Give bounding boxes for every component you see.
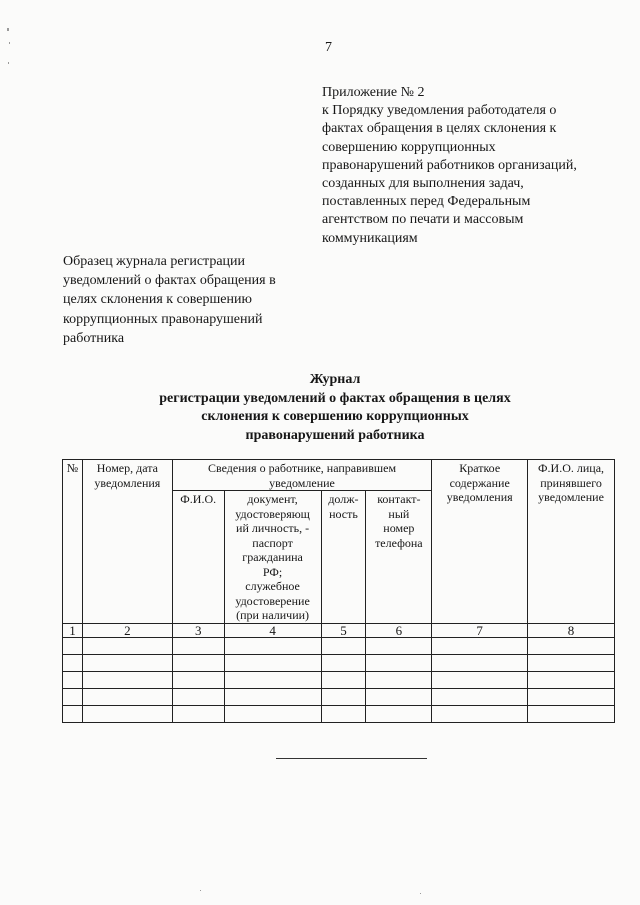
table-cell (63, 654, 83, 671)
journal-title-line: Журнал (309, 372, 361, 387)
scan-mark (200, 890, 201, 891)
header-cell-num (63, 460, 83, 624)
column-number-row (63, 623, 615, 637)
appendix-line: Приложение № 2 (322, 85, 425, 100)
column-number-cell: 6 (366, 623, 432, 637)
column-number-cell: 3 (172, 623, 224, 637)
table-cell (321, 637, 366, 654)
table-cell (63, 688, 83, 705)
journal-title-line: правонарушений работника (245, 427, 425, 443)
sample-caption-line: уведомлений о фактах обращения в (63, 273, 276, 289)
table-cell (172, 705, 224, 722)
header-cell-phone (366, 491, 432, 624)
header-text-line: Ф.И.О. (180, 492, 217, 506)
column-number-cell: 2 (82, 623, 172, 637)
header-text-line: ность (329, 506, 358, 521)
table-cell (432, 671, 528, 688)
journal-title-line: регистрации уведомлений о фактах обращения в целях (159, 390, 511, 406)
column-number-cell: 7 (432, 623, 528, 637)
empty-rows (63, 637, 615, 722)
header-text-line: удостоверяющ (235, 506, 310, 521)
table-cell (82, 688, 172, 705)
table-cell (432, 654, 528, 671)
header-text-line: уведомление (538, 490, 604, 504)
table-cell (366, 637, 432, 654)
sample-caption-line: коррупционных правонарушений (63, 311, 263, 327)
table-cell (528, 654, 615, 671)
table-cell (172, 671, 224, 688)
table-cell (224, 671, 321, 688)
header-text-line: уведомление (269, 475, 335, 490)
header-text-line: гражданина (242, 550, 303, 564)
table-cell (224, 637, 321, 654)
header-text-line: долж- (328, 492, 359, 506)
table-cell (172, 688, 224, 705)
table-cell (321, 654, 366, 671)
table-row (63, 671, 615, 688)
table-row (63, 688, 615, 705)
table-cell (63, 671, 83, 688)
header-text-line: уведомления (94, 475, 161, 490)
table-cell (321, 705, 366, 722)
header-cell-document (224, 491, 321, 624)
header-text-line: содержание (449, 475, 510, 490)
table-cell (366, 705, 432, 722)
appendix-block (322, 84, 612, 248)
table-cell (172, 654, 224, 671)
column-number-cell: 8 (528, 623, 615, 637)
sample-caption-line: целях склонения к совершению (63, 292, 252, 308)
header-cell-summary (432, 460, 528, 624)
table-row (63, 705, 615, 722)
header-text-line: принявшего (540, 475, 602, 490)
journal-title-line: склонения к совершению коррупционных (201, 409, 469, 424)
header-cell-number-date (82, 460, 172, 624)
table-cell (224, 705, 321, 722)
appendix-line: совершению коррупционных (322, 139, 496, 155)
appendix-line: к Порядку уведомления работодателя о (322, 103, 557, 119)
table-cell (528, 705, 615, 722)
scan-mark (8, 62, 9, 64)
table-row (63, 654, 615, 671)
header-num-label: № (66, 461, 79, 475)
table-cell (82, 637, 172, 654)
header-cell-fio (172, 491, 224, 624)
journal-title (100, 371, 570, 445)
header-text-line: Ф.И.О. лица, (538, 461, 605, 475)
header-text-line: (при наличии) (236, 608, 310, 622)
header-text-line: номер (383, 521, 415, 535)
header-text-line: служебное (245, 579, 300, 593)
header-text-line: уведомления (446, 490, 513, 504)
header-cell-employee-info (172, 460, 432, 491)
table-cell (224, 688, 321, 705)
table-cell (63, 637, 83, 654)
table-cell (366, 688, 432, 705)
appendix-line: созданных для выполнения задач, (322, 176, 524, 192)
column-number-cell: 1 (63, 623, 83, 637)
header-text-line: контакт- (377, 492, 421, 506)
appendix-line: коммуникациям (322, 230, 418, 246)
header-text-line: РФ; (262, 564, 283, 579)
sample-caption (63, 252, 303, 348)
table-cell (82, 705, 172, 722)
sample-caption-line: работника (63, 330, 125, 346)
header-text-line: документ, (247, 492, 298, 506)
table-header-row (63, 460, 615, 491)
table-cell (528, 671, 615, 688)
table-cell (366, 654, 432, 671)
table-cell (63, 705, 83, 722)
table-row (63, 637, 615, 654)
table-cell (432, 637, 528, 654)
table-cell (321, 671, 366, 688)
appendix-line: фактах обращения в целях склонения к (322, 121, 557, 137)
appendix-line: правонарушений работников организаций, (322, 157, 577, 173)
header-text-line: Номер, дата (96, 461, 158, 475)
header-text-line: удостоверение (235, 593, 310, 608)
column-number-cell: 4 (224, 623, 321, 637)
table-cell (528, 637, 615, 654)
scan-mark (7, 28, 9, 31)
table-cell (82, 671, 172, 688)
footer-rule (276, 758, 427, 759)
header-text-line: ий личность, - (236, 521, 310, 535)
scan-mark (9, 42, 10, 44)
header-text-line: Краткое (459, 461, 501, 475)
table-cell (432, 705, 528, 722)
table-cell (432, 688, 528, 705)
table-cell (366, 671, 432, 688)
header-text-line: ный (388, 506, 410, 521)
sample-caption-line: Образец журнала регистрации (63, 254, 246, 269)
header-text-line: паспорт (252, 535, 293, 550)
header-cell-receiver (528, 460, 615, 624)
table-cell (224, 654, 321, 671)
appendix-line: поставленных перед Федеральным (322, 194, 531, 210)
table-cell (528, 688, 615, 705)
page-number: 7 (325, 40, 332, 55)
scan-mark (420, 893, 421, 894)
appendix-line: агентством по печати и массовым (322, 212, 524, 228)
header-text-line: телефона (375, 535, 423, 550)
column-number-cell: 5 (321, 623, 366, 637)
table-cell (82, 654, 172, 671)
header-cell-position (321, 491, 366, 624)
table-cell (172, 637, 224, 654)
header-text-line: Сведения о работнике, направившем (208, 461, 397, 475)
table-cell (321, 688, 366, 705)
journal-table (62, 459, 615, 723)
